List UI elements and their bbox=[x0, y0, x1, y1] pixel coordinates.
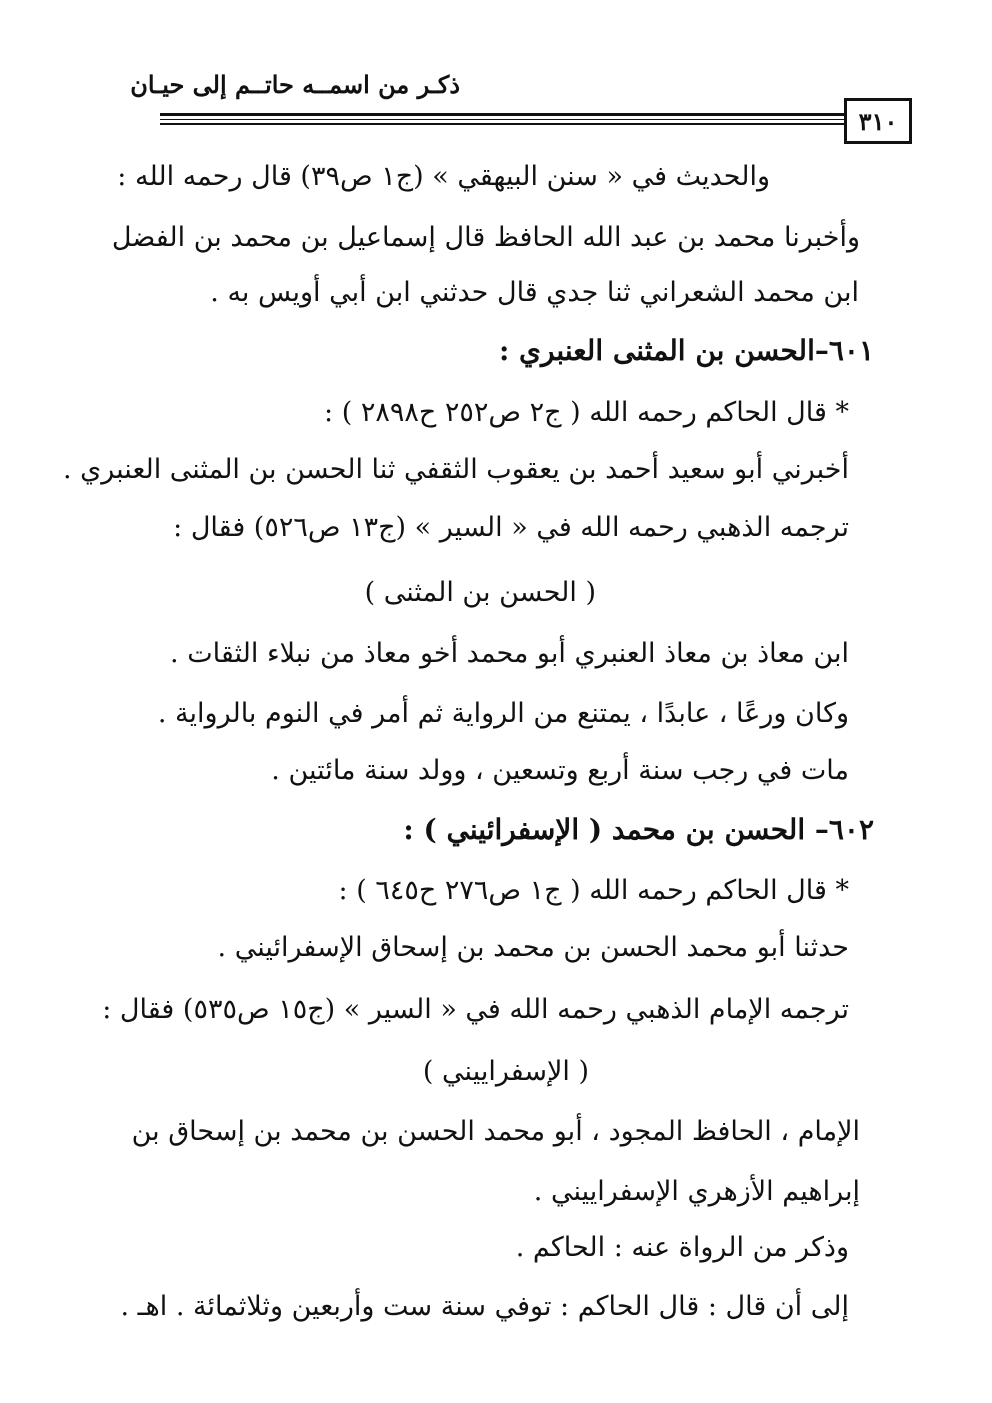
text-line: * قال الحاكم رحمه الله ( ج١ ص٢٧٦ ح٦٤٥ ) : bbox=[338, 875, 849, 906]
subject-name: ( الحسن بن المثنى ) bbox=[364, 577, 596, 608]
running-header-title: ذكـر من اسمــه حاتــم إلى حيـان bbox=[130, 70, 460, 99]
text-line: وأخبرنا محمد بن عبد الله الحافظ قال إسماعيل بن محمد بن الفضل bbox=[111, 222, 860, 253]
text-line: حدثنا أبو محمد الحسن بن محمد بن إسحاق الإسفرائيني . bbox=[217, 932, 849, 963]
entry-heading: ٦٠١–الحسن بن المثنى العنبري : bbox=[498, 334, 874, 367]
text-line: وكان ورعًا ، عابدًا ، يمتنع من الرواية ثم أمر في النوم بالرواية . bbox=[157, 698, 849, 729]
text-line: مات في رجب سنة أربع وتسعين ، وولد سنة مائتين . bbox=[271, 755, 849, 786]
text-line: إبراهيم الأزهري الإسفراييني . bbox=[533, 1176, 860, 1207]
header-rule-thick bbox=[160, 113, 852, 116]
page-number-box bbox=[844, 98, 912, 144]
text-line: والحديث في « سنن البيهقي » (ج١ ص٣٩) قال رحمه الله : bbox=[117, 161, 770, 192]
text-line: الإمام ، الحافظ المجود ، أبو محمد الحسن بن محمد بن إسحاق بن bbox=[131, 1116, 860, 1147]
header-rule-bottom bbox=[160, 123, 852, 125]
subject-name: ( الإسفراييني ) bbox=[422, 1056, 590, 1087]
text-line: ابن محمد الشعراني ثنا جدي قال حدثني ابن أبي أويس به . bbox=[210, 277, 859, 308]
text-line: أخبرني أبو سعيد أحمد بن يعقوب الثقفي ثنا الحسن بن المثنى العنبري . bbox=[62, 454, 849, 485]
text-line: ابن معاذ بن معاذ العنبري أبو محمد أخو معاذ من نبلاء الثقات . bbox=[170, 638, 849, 669]
text-line: إلى أن قال : قال الحاكم : توفي سنة ست وأربعين وثلاثمائة . اهـ . bbox=[120, 1291, 849, 1322]
text-line: ترجمه الذهبي رحمه الله في « السير » (ج١٣ ص٥٢٦) فقال : bbox=[173, 512, 849, 543]
page-number: ٣١٠ bbox=[858, 106, 898, 136]
text-line: ترجمه الإمام الذهبي رحمه الله في « السير » (ج١٥ ص٥٣٥) فقال : bbox=[102, 994, 849, 1025]
text-line: وذكر من الرواة عنه : الحاكم . bbox=[515, 1232, 849, 1263]
entry-heading: ٦٠٢– الحسن بن محمد ( الإسفرائيني ) : bbox=[403, 813, 874, 846]
text-line: * قال الحاكم رحمه الله ( ج٢ ص٢٥٢ ح٢٨٩٨ ) : bbox=[324, 397, 849, 428]
header-rule-thin bbox=[160, 119, 852, 120]
